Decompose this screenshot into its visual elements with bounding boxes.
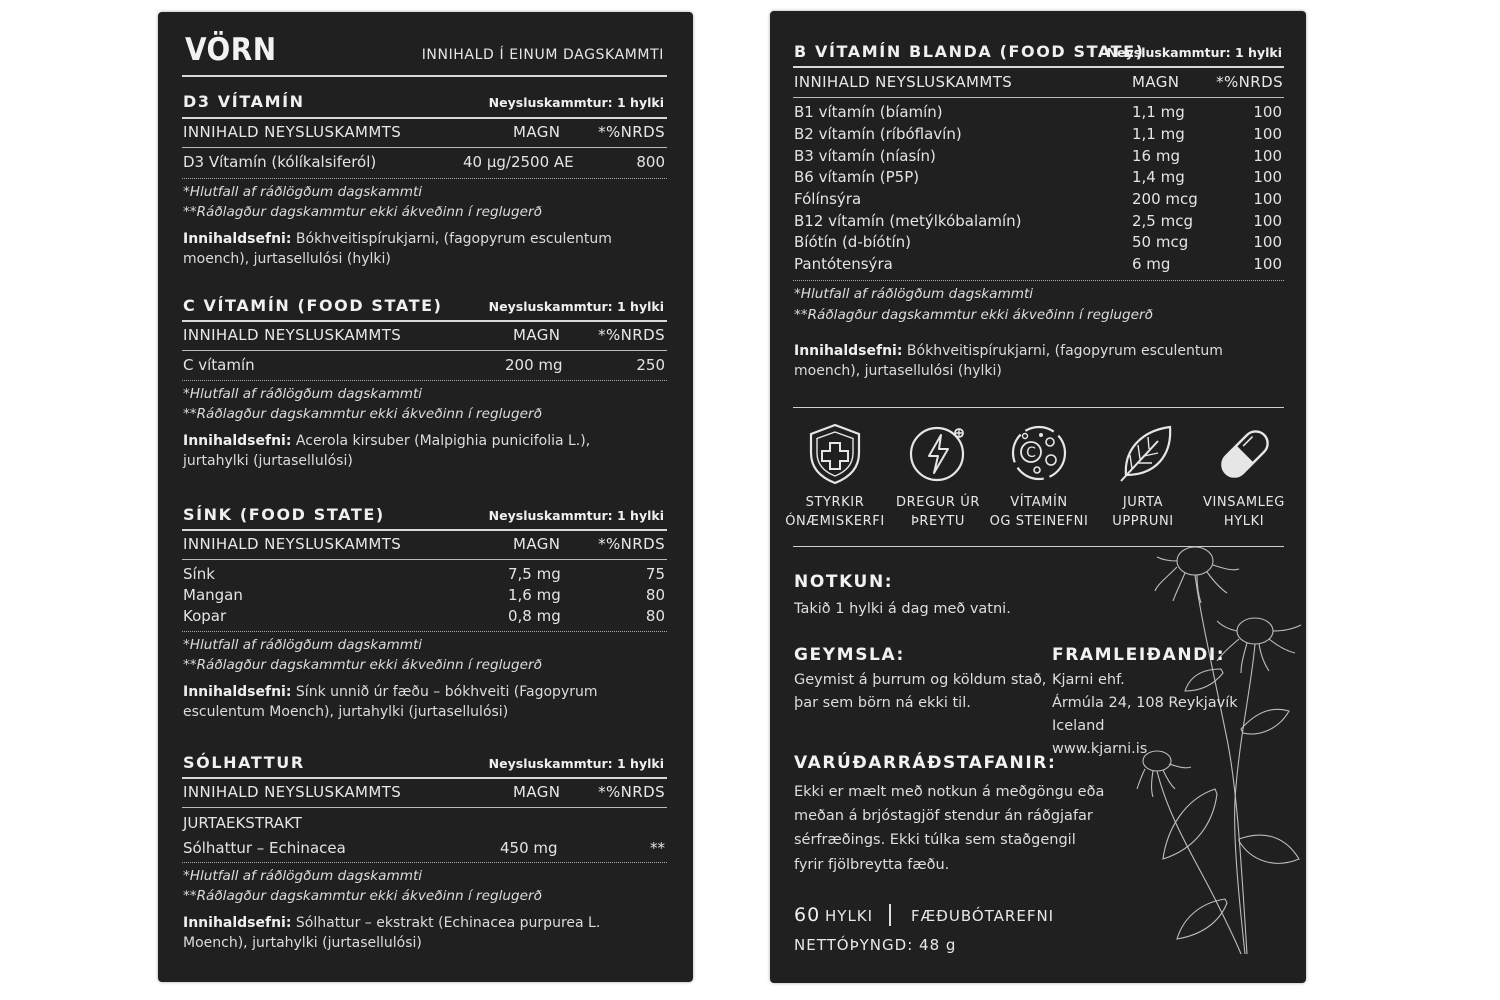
ingredients-label: Innihaldsefni:: [183, 231, 292, 247]
footnote-1: *Hlutfall af ráðlögðum dagskammti: [183, 184, 423, 200]
header-content: INNIHALD NEYSLUSKAMMTS: [183, 123, 402, 141]
ingredients-label: Innihaldsefni:: [183, 684, 292, 700]
warnings-line: Ekki er mælt með notkun á meðgöngu eða: [794, 784, 1105, 800]
nutrient-name: B6 vítamín (P5P): [794, 168, 920, 186]
footnote-1: *Hlutfall af ráðlögðum dagskammti: [794, 286, 1034, 302]
header-nrds: *%NRDS: [598, 783, 665, 801]
brand-name: VÖRN: [185, 32, 277, 68]
vitamin-c-icon: [1010, 424, 1068, 482]
divider: [182, 529, 667, 531]
icon-label-immune: [775, 493, 895, 531]
nutrient-amount: 16 mg: [1132, 147, 1180, 165]
product-type: FÆÐUBÓTAREFNI: [911, 907, 1055, 925]
divider: [182, 117, 667, 119]
right-label-panel: [770, 11, 1306, 983]
header-nrds: *%NRDS: [598, 123, 665, 141]
ingredients-value: Sólhattur – ekstrakt (Echinacea purpurea L. Moench), jurtahylki (jurtasellulósi): [183, 915, 601, 951]
nutrient-amount: 200 mcg: [1132, 190, 1198, 208]
nutrient-name: Pantótensýra: [794, 255, 893, 273]
nutrient-nrds: 75: [645, 565, 665, 583]
icon-label-line: ÓNÆMISKERFI: [785, 514, 885, 529]
dotted-divider: [182, 862, 667, 863]
footnote-1: *Hlutfall af ráðlögðum dagskammti: [183, 868, 423, 884]
header-amount: MAGN: [513, 535, 561, 553]
header-nrds: *%NRDS: [598, 326, 665, 344]
nutrient-nrds: 100: [1253, 233, 1282, 251]
nutrient-amount: 1,6 mg: [508, 586, 561, 604]
serving-size: Neysluskammtur: 1 hylki: [488, 299, 664, 314]
nutrient-name: D3 Vítamín (kólíkalsiferól): [183, 153, 377, 171]
header-content: INNIHALD NEYSLUSKAMMTS: [183, 535, 402, 553]
ingredients-label: Innihaldsefni:: [183, 915, 292, 931]
serving-size: Neysluskammtur: 1 hylki: [1106, 45, 1282, 60]
nutrient-amount: 0,8 mg: [508, 607, 561, 625]
subheading: JURTAEKSTRAKT: [183, 814, 302, 832]
section-title: B VÍTAMÍN BLANDA (FOOD STATE): [794, 42, 1145, 61]
usage-title: NOTKUN:: [794, 572, 894, 592]
nutrient-nrds: 80: [645, 607, 665, 625]
nutrient-name: B2 vítamín (ríbóflavín): [794, 125, 962, 143]
icon-label-line: HYLKI: [1223, 514, 1265, 529]
header-content: INNIHALD NEYSLUSKAMMTS: [183, 783, 402, 801]
warnings-title: VARÚÐARRÁÐSTAFANIR:: [794, 753, 1057, 773]
ingredients-value: Sínk unnið úr fæðu – bókhveiti (Fagopyrum esculentum Moench), jurtahylki (jurtasellulósi): [183, 684, 598, 720]
ingredients-text: [794, 341, 1269, 381]
nutrient-name: Sólhattur – Echinacea: [183, 839, 346, 857]
nutrient-nrds: 100: [1253, 125, 1282, 143]
footnote-2: **Ráðlagður dagskammtur ekki ákveðinn í reglugerð: [183, 204, 542, 220]
nutrient-amount: 1,1 mg: [1132, 103, 1185, 121]
footnote-2: **Ráðlagður dagskammtur ekki ákveðinn í reglugerð: [183, 657, 542, 673]
divider: [182, 147, 667, 148]
header-amount: MAGN: [513, 326, 561, 344]
divider: [182, 559, 667, 560]
panel-subtitle: INNIHALD Í EINUM DAGSKAMMTI: [421, 47, 664, 63]
nutrient-nrds: 100: [1253, 190, 1282, 208]
ingredients-value: Acerola kirsuber (Malpighia punicifolia L.), jurtahylki (jurtasellulósi): [183, 433, 591, 469]
ingredients-text: [183, 913, 658, 953]
icon-label-line: OG STEINEFNI: [989, 514, 1089, 529]
usage-text: Takið 1 hylki á dag með vatni.: [794, 601, 1011, 617]
nutrient-amount: 450 mg: [500, 839, 558, 857]
nutrient-amount: 7,5 mg: [508, 565, 561, 583]
net-weight: NETTÓÞYNGD: 48 g: [794, 936, 957, 954]
nutrient-name: C vítamín: [183, 356, 255, 374]
nutrient-name: Fólínsýra: [794, 190, 862, 208]
header-amount: MAGN: [513, 123, 561, 141]
divider: [182, 777, 667, 779]
section-title: D3 VÍTAMÍN: [183, 92, 305, 111]
icon-label-line: JURTA: [1122, 495, 1164, 510]
svg-text:C: C: [1026, 445, 1036, 461]
ingredients-text: [183, 229, 658, 269]
nutrient-nrds: 100: [1253, 103, 1282, 121]
capsule-icon: [1216, 425, 1274, 483]
header-content: INNIHALD NEYSLUSKAMMTS: [183, 326, 402, 344]
footnote-1: *Hlutfall af ráðlögðum dagskammti: [183, 637, 423, 653]
nutrient-amount: 1,4 mg: [1132, 168, 1185, 186]
ingredients-value: Bókhveitispírukjarni, (fagopyrum esculentum moench), jurtasellulósi (hylki): [183, 231, 612, 267]
nutrient-nrds: 100: [1253, 255, 1282, 273]
nutrient-amount: 50 mcg: [1132, 233, 1189, 251]
section-title: SÓLHATTUR: [183, 753, 305, 772]
divider: [793, 97, 1284, 98]
header-amount: MAGN: [1132, 73, 1180, 91]
capsule-count: 60: [794, 904, 821, 926]
dotted-divider: [182, 631, 667, 632]
warnings-line: sérfræðings. Ekki túlka sem staðgengil: [794, 832, 1076, 848]
left-label-panel: [158, 12, 693, 982]
divider: [182, 320, 667, 322]
nutrient-amount: 1,1 mg: [1132, 125, 1185, 143]
icon-label-line: STYRKIR: [805, 495, 865, 510]
nutrient-name: Sínk: [183, 565, 215, 583]
footnote-2: **Ráðlagður dagskammtur ekki ákveðinn í reglugerð: [183, 406, 542, 422]
nutrient-amount: 2,5 mcg: [1132, 212, 1194, 230]
header-amount: MAGN: [513, 783, 561, 801]
manufacturer-country: Iceland: [1052, 718, 1105, 734]
icon-label-line: DREGUR ÚR: [896, 495, 980, 510]
nutrient-nrds: 100: [1253, 147, 1282, 165]
dotted-divider: [793, 280, 1284, 281]
serving-size: Neysluskammtur: 1 hylki: [488, 95, 664, 110]
nutrient-nrds: 250: [636, 356, 665, 374]
dotted-divider: [182, 178, 667, 179]
header-content: INNIHALD NEYSLUSKAMMTS: [794, 73, 1013, 91]
lightning-icon: [908, 423, 968, 483]
footer-separator: [889, 904, 891, 926]
footnote-1: *Hlutfall af ráðlögðum dagskammti: [183, 386, 423, 402]
ingredients-text: [183, 682, 653, 722]
nutrient-nrds: 80: [645, 586, 665, 604]
divider: [182, 807, 667, 808]
serving-size: Neysluskammtur: 1 hylki: [488, 508, 664, 523]
icon-label-line: UPPRUNI: [1112, 514, 1174, 529]
ingredients-text: [183, 431, 653, 471]
dotted-divider: [182, 380, 667, 381]
nutrient-nrds: 800: [636, 153, 665, 171]
title-divider: [182, 75, 667, 77]
nutrient-nrds: 100: [1253, 168, 1282, 186]
storage-line: Geymist á þurrum og köldum stað,: [794, 672, 1047, 688]
shield-cross-icon: [808, 423, 862, 485]
section-title: SÍNK (FOOD STATE): [183, 505, 385, 524]
nutrient-name: Mangan: [183, 586, 243, 604]
divider: [793, 407, 1284, 408]
divider: [182, 350, 667, 351]
footnote-2: **Ráðlagður dagskammtur ekki ákveðinn í reglugerð: [183, 888, 542, 904]
icon-label-line: ÞREYTU: [910, 514, 966, 529]
storage-line: þar sem börn ná ekki til.: [794, 695, 971, 711]
warnings-line: meðan á brjóstagjöf stendur án ráðgjafar: [794, 808, 1093, 824]
header-nrds: *%NRDS: [598, 535, 665, 553]
manufacturer-address: Ármúla 24, 108 Reykjavík: [1052, 695, 1238, 711]
manufacturer-name: Kjarni ehf.: [1052, 672, 1125, 688]
serving-size: Neysluskammtur: 1 hylki: [488, 756, 664, 771]
nutrient-name: B12 vítamín (metýlkóbalamín): [794, 212, 1022, 230]
nutrient-nrds: **: [650, 839, 665, 857]
nutrient-amount: 40 µg/2500 AE: [463, 153, 574, 171]
nutrient-amount: 200 mg: [505, 356, 563, 374]
echinacea-flower-illustration: [1155, 539, 1305, 959]
footnote-2: **Ráðlagður dagskammtur ekki ákveðinn í reglugerð: [794, 307, 1153, 323]
nutrient-name: Kopar: [183, 607, 227, 625]
leaf-icon: [1118, 423, 1174, 483]
section-title: C VÍTAMÍN (FOOD STATE): [183, 296, 443, 315]
manufacturer-title: FRAMLEIÐANDI:: [1052, 645, 1226, 665]
ingredients-value: Bókhveitispírukjarni, (fagopyrum esculentum moench), jurtasellulósi (hylki): [794, 343, 1223, 379]
ingredients-label: Innihaldsefni:: [183, 433, 292, 449]
nutrient-name: B3 vítamín (níasín): [794, 147, 936, 165]
icon-label-capsule: [1184, 493, 1304, 531]
icon-label-vitamins: [979, 493, 1099, 531]
capsule-count-unit: HYLKI: [825, 907, 874, 925]
nutrient-name: Bíótín (d-bíótín): [794, 233, 912, 251]
header-nrds: *%NRDS: [1216, 73, 1283, 91]
nutrient-name: B1 vítamín (bíamín): [794, 103, 943, 121]
nutrient-amount: 6 mg: [1132, 255, 1171, 273]
storage-title: GEYMSLA:: [794, 645, 905, 665]
manufacturer-website: www.kjarni.is: [1052, 741, 1148, 757]
warnings-line: fyrir fjölbreytta fæðu.: [794, 857, 950, 873]
nutrient-nrds: 100: [1253, 212, 1282, 230]
ingredients-label: Innihaldsefni:: [794, 343, 903, 359]
icon-label-line: VÍTAMÍN: [1010, 495, 1068, 510]
divider: [793, 66, 1284, 68]
icon-label-line: VINSAMLEG: [1203, 495, 1285, 510]
